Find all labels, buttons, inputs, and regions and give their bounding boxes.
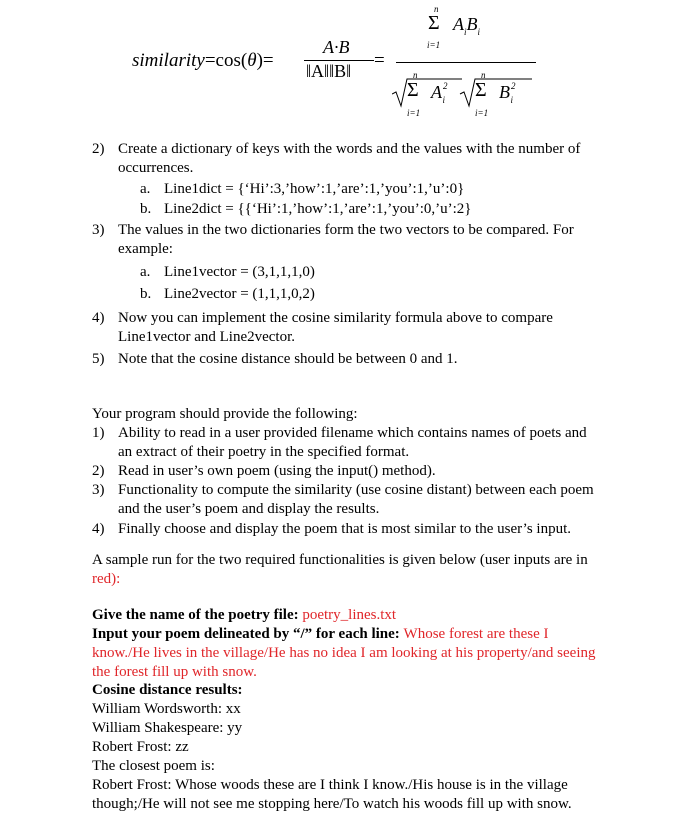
result-line: William Wordsworth: xx (92, 701, 241, 717)
sum-lower-den2: i=1 (475, 108, 489, 118)
step-text: The values in the two dictionaries form the two vectors to be compared. For example: (118, 222, 574, 257)
user-input-filename: poetry_lines.txt (302, 607, 397, 623)
term-a: A (453, 14, 464, 34)
substep-number: a. (140, 181, 151, 197)
req-number: 2) (92, 463, 105, 479)
sum-symbol-den2: Σ (475, 79, 487, 101)
step-text: Now you can implement the cosine similarity formula above to compare Line1vector and Line2vector. (118, 310, 553, 345)
sum-lower-den1: i=1 (407, 108, 421, 118)
requirements-intro: Your program should provide the following: (92, 406, 358, 422)
prompt-filename: Give the name of the poetry file: poetry_lines.txt (92, 607, 397, 623)
formula-lhs (132, 50, 274, 72)
frac1-numerator: A·B (323, 37, 350, 57)
sub-i: i (477, 27, 481, 37)
result-line: William Shakespeare: yy (92, 720, 243, 736)
req-text: Functionality to compute the similarity (use cosine distant) between each poem and the user’s poem and display the results. (118, 482, 594, 517)
step-number: 5) (92, 351, 105, 367)
req-number: 1) (92, 425, 105, 441)
theta-symbol: θ (247, 50, 257, 71)
closest-label: The closest poem is: (92, 758, 215, 774)
sum-lower: i=1 (427, 40, 441, 50)
req-text: Ability to read in a user provided filename which contains names of poets and an extract of their poetry in the specified format. (118, 425, 587, 460)
step-number: 3) (92, 222, 105, 238)
cos-label: =cos( (204, 50, 248, 71)
step-text: Note that the cosine distance should be between 0 and 1. (118, 351, 458, 367)
substep-text: Line1vector = (3,1,1,1,0) (164, 264, 315, 280)
frac1-denominator: ‖A‖‖B‖ (306, 61, 352, 81)
step-text: Create a dictionary of keys with the words and the values with the number of occurrences. (118, 141, 581, 176)
results-list (92, 700, 632, 757)
sum-upper: n (434, 4, 439, 14)
equals-sign: = (374, 50, 385, 71)
req-text: Finally choose and display the poem that is most similar to the user’s input. (118, 521, 572, 537)
similarity-label: similarity (132, 50, 205, 71)
prompt-poem: Input your poem delineated by “/” for each line: Whose forest are these I know./He lives in the village/He has no idea I am looking at his property/and seeing the forest fill up with snow. (92, 626, 596, 680)
req-number: 3) (92, 482, 105, 498)
sq-a: 2 (443, 81, 448, 91)
req-text: Read in user’s own poem (using the input() method). (118, 463, 436, 479)
sq-b: 2 (511, 81, 516, 91)
frac2-bar (396, 62, 536, 63)
close-paren: )= (256, 50, 274, 71)
substep-text: Line1dict = {‘Hi’:3,’how’:1,’are’:1,’you’:1,’u’:0} (164, 181, 465, 197)
den-term-a: $A^2_i$ (431, 81, 448, 105)
req-number: 4) (92, 521, 105, 537)
sum-symbol-den1: Σ (407, 79, 419, 101)
sub-i: i (510, 95, 514, 105)
substep-number: b. (140, 286, 152, 302)
user-input-poem: Whose forest are these I (403, 626, 549, 642)
den-term-b: $B^2_i$ (499, 81, 516, 105)
substep-text: Line2dict = {{‘Hi’:1,’how’:1,’are’:1,’you’:0,’u’:2} (164, 201, 472, 217)
sample-intro: A sample run for the two required functionalities is given below (user inputs are in red): (92, 552, 588, 587)
sum-upper-den1: n (413, 70, 418, 80)
results-label: Cosine distance results: (92, 682, 243, 698)
step-number: 4) (92, 310, 105, 326)
numerator-terms (453, 14, 480, 37)
sub-i: i (442, 95, 446, 105)
cosine-similarity-formula (0, 0, 689, 130)
substep-text: Line2vector = (1,1,1,0,2) (164, 286, 315, 302)
substep-number: a. (140, 264, 151, 280)
step-number: 2) (92, 141, 105, 157)
sum-upper-den2: n (481, 70, 486, 80)
closest-poem: Robert Frost: Whose woods these are I think I know./His house is in the village though;/He will not see me stopping here/To watch his woods fill up with snow. (92, 777, 572, 812)
sum-symbol: Σ (428, 12, 440, 34)
result-line: Robert Frost: zz (92, 739, 189, 755)
term-b: B (466, 14, 478, 34)
sub-i: i (464, 27, 467, 37)
substep-number: b. (140, 201, 152, 217)
